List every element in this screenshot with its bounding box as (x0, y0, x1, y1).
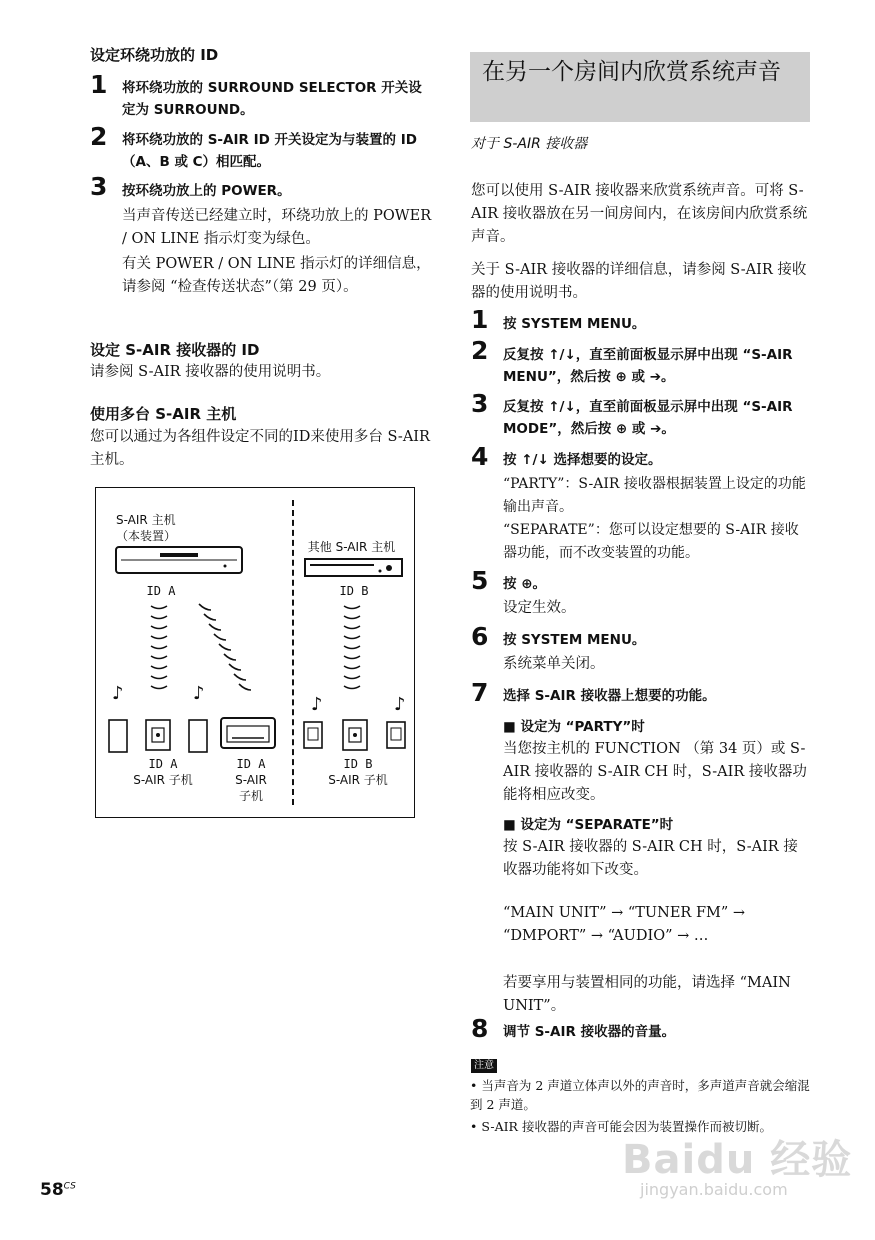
step-text: 按 ⊕。 (503, 576, 547, 592)
step-text: 按 ↑/↓ 选择想要的设定。 (503, 452, 662, 468)
step-text: 调节 S-AIR 接收器的音量。 (503, 1024, 676, 1040)
id-b-top-label: ID B (339, 584, 369, 598)
step-number: 8 (471, 1014, 489, 1043)
paragraph: 关于 S-AIR 接收器的详细信息，请参阅 S-AIR 接收器的使用说明书。 (471, 262, 807, 301)
page-suffix: CS (63, 1181, 76, 1192)
step-text: 按 SYSTEM MENU。 (503, 316, 646, 332)
page-number-value: 58 (40, 1180, 64, 1200)
note-item: • 当声音为 2 声道立体声以外的声音时，多声道声音就会缩混到 2 声道。 (470, 1078, 810, 1112)
other-unit-label: 其他 S-AIR 主机 (307, 540, 396, 554)
speakers-id-a-icon (106, 716, 286, 756)
heading-multi-units: 使用多台 S-AIR 主机 (90, 405, 237, 423)
watermark-url: jingyan.baidu.com (640, 1180, 788, 1199)
section-title-bar (470, 52, 810, 122)
music-note-icon: ♪ (394, 694, 406, 715)
paragraph: 系统菜单关闭。 (503, 656, 605, 672)
step-text: 反复按 ↑/↓，直至前面板显示屏中出现 “S-AIR MODE”，然后按 ⊕ 或 ➔。 (503, 399, 793, 437)
paragraph: 若要享用与装置相同的功能，请选择 “MAIN UNIT”。 (503, 975, 791, 1014)
music-note-icon: ♪ (311, 694, 323, 715)
step-number: 3 (471, 389, 489, 418)
sub-a-label: S-AIR 子机 (133, 773, 193, 787)
step-number: 6 (471, 622, 489, 651)
sub-a-id: ID A (148, 757, 178, 771)
sub-b-id: ID B (343, 757, 373, 771)
watermark-logo: Baidu 经验 (622, 1137, 853, 1183)
step-text: 按 SYSTEM MENU。 (503, 632, 646, 648)
party-heading: ■ 设定为 “PARTY”时 (503, 719, 645, 735)
function-sequence: “MAIN UNIT” → “TUNER FM” → (503, 905, 746, 921)
section-title: 在另一个房间内欣赏系统声音 (482, 59, 781, 85)
section-subtitle: 对于 S-AIR 接收器 (471, 136, 588, 152)
paragraph: 设定生效。 (503, 600, 576, 616)
paragraph: 请参阅 S-AIR 接收器的使用说明书。 (90, 364, 331, 380)
note-item: • S-AIR 接收器的声音可能会因为装置操作而被切断。 (470, 1119, 772, 1134)
sub-a2-label: S-AIR (235, 773, 267, 787)
main-unit-icon (115, 546, 245, 576)
heading-receiver-id: 设定 S-AIR 接收器的 ID (90, 341, 260, 359)
step-number: 4 (471, 442, 489, 471)
page-number (40, 1180, 76, 1200)
step-number: 3 (90, 172, 108, 201)
step-text: 将环绕功放的 SURROUND SELECTOR 开关设定为 SURROUND。 (122, 80, 422, 118)
bullet-item: “PARTY”：S-AIR 接收器根据装置上设定的功能输出声音。 (503, 476, 806, 515)
step-text: 按环绕功放上的 POWER。 (122, 183, 291, 199)
sub-b-label: S-AIR 子机 (328, 773, 388, 787)
paragraph: 有关 POWER / ON LINE 指示灯的详细信息，请参阅 “检查传送状态”（第 29 页）。 (122, 256, 431, 295)
sub-a2-id: ID A (236, 757, 266, 771)
wireless-waves-icon (96, 598, 416, 698)
step-text: 选择 S-AIR 接收器上想要的功能。 (503, 688, 716, 704)
multi-unit-diagram (95, 487, 415, 818)
other-unit-icon (304, 558, 404, 578)
paragraph: 当声音传送已经建立时，环绕功放上的 POWER / ON LINE 指示灯变为绿色。 (122, 208, 432, 247)
separate-heading: ■ 设定为 “SEPARATE”时 (503, 817, 674, 833)
step-number: 7 (471, 678, 489, 707)
main-unit-label: S-AIR 主机 (116, 513, 176, 527)
bullet-item: “SEPARATE”：您可以设定想要的 S-AIR 接收器功能，而不改变装置的功能。 (503, 522, 799, 561)
step-number: 1 (90, 70, 108, 99)
music-note-icon: ♪ (112, 683, 124, 704)
main-unit-sublabel: （本装置） (116, 529, 177, 543)
note-tag: 注意 (471, 1059, 497, 1073)
step-text: 反复按 ↑/↓，直至前面板显示屏中出现 “S-AIR MENU”，然后按 ⊕ 或 ➔。 (503, 347, 793, 385)
step-number: 2 (90, 122, 108, 151)
heading-surround-id: 设定环绕功放的 ID (90, 46, 219, 64)
paragraph: 您可以使用 S-AIR 接收器来欣赏系统声音。可将 S-AIR 接收器放在另一间房间内，在该房间内欣赏系统声音。 (471, 183, 808, 245)
step-number: 2 (471, 336, 489, 365)
step-number: 1 (471, 305, 489, 334)
paragraph: 当您按主机的 FUNCTION （第 34 页）或 S-AIR 接收器的 S-AIR CH 时，S-AIR 接收器功能将相应改变。 (503, 741, 807, 803)
id-a-top-label: ID A (146, 584, 176, 598)
paragraph: 按 S-AIR 接收器的 S-AIR CH 时，S-AIR 接收器功能将如下改变。 (503, 839, 798, 878)
speakers-id-b-icon (301, 716, 411, 756)
music-note-icon: ♪ (193, 683, 205, 704)
paragraph: 您可以通过为各组件设定不同的ID来使用多台 S-AIR 主机。 (90, 429, 430, 468)
step-number: 5 (471, 566, 489, 595)
sub-a2-label: 子机 (238, 789, 263, 803)
function-sequence: “DMPORT” → “AUDIO” → … (503, 928, 709, 944)
step-text: 将环绕功放的 S-AIR ID 开关设定为与装置的 ID（A、B 或 C）相匹配。 (122, 132, 417, 170)
